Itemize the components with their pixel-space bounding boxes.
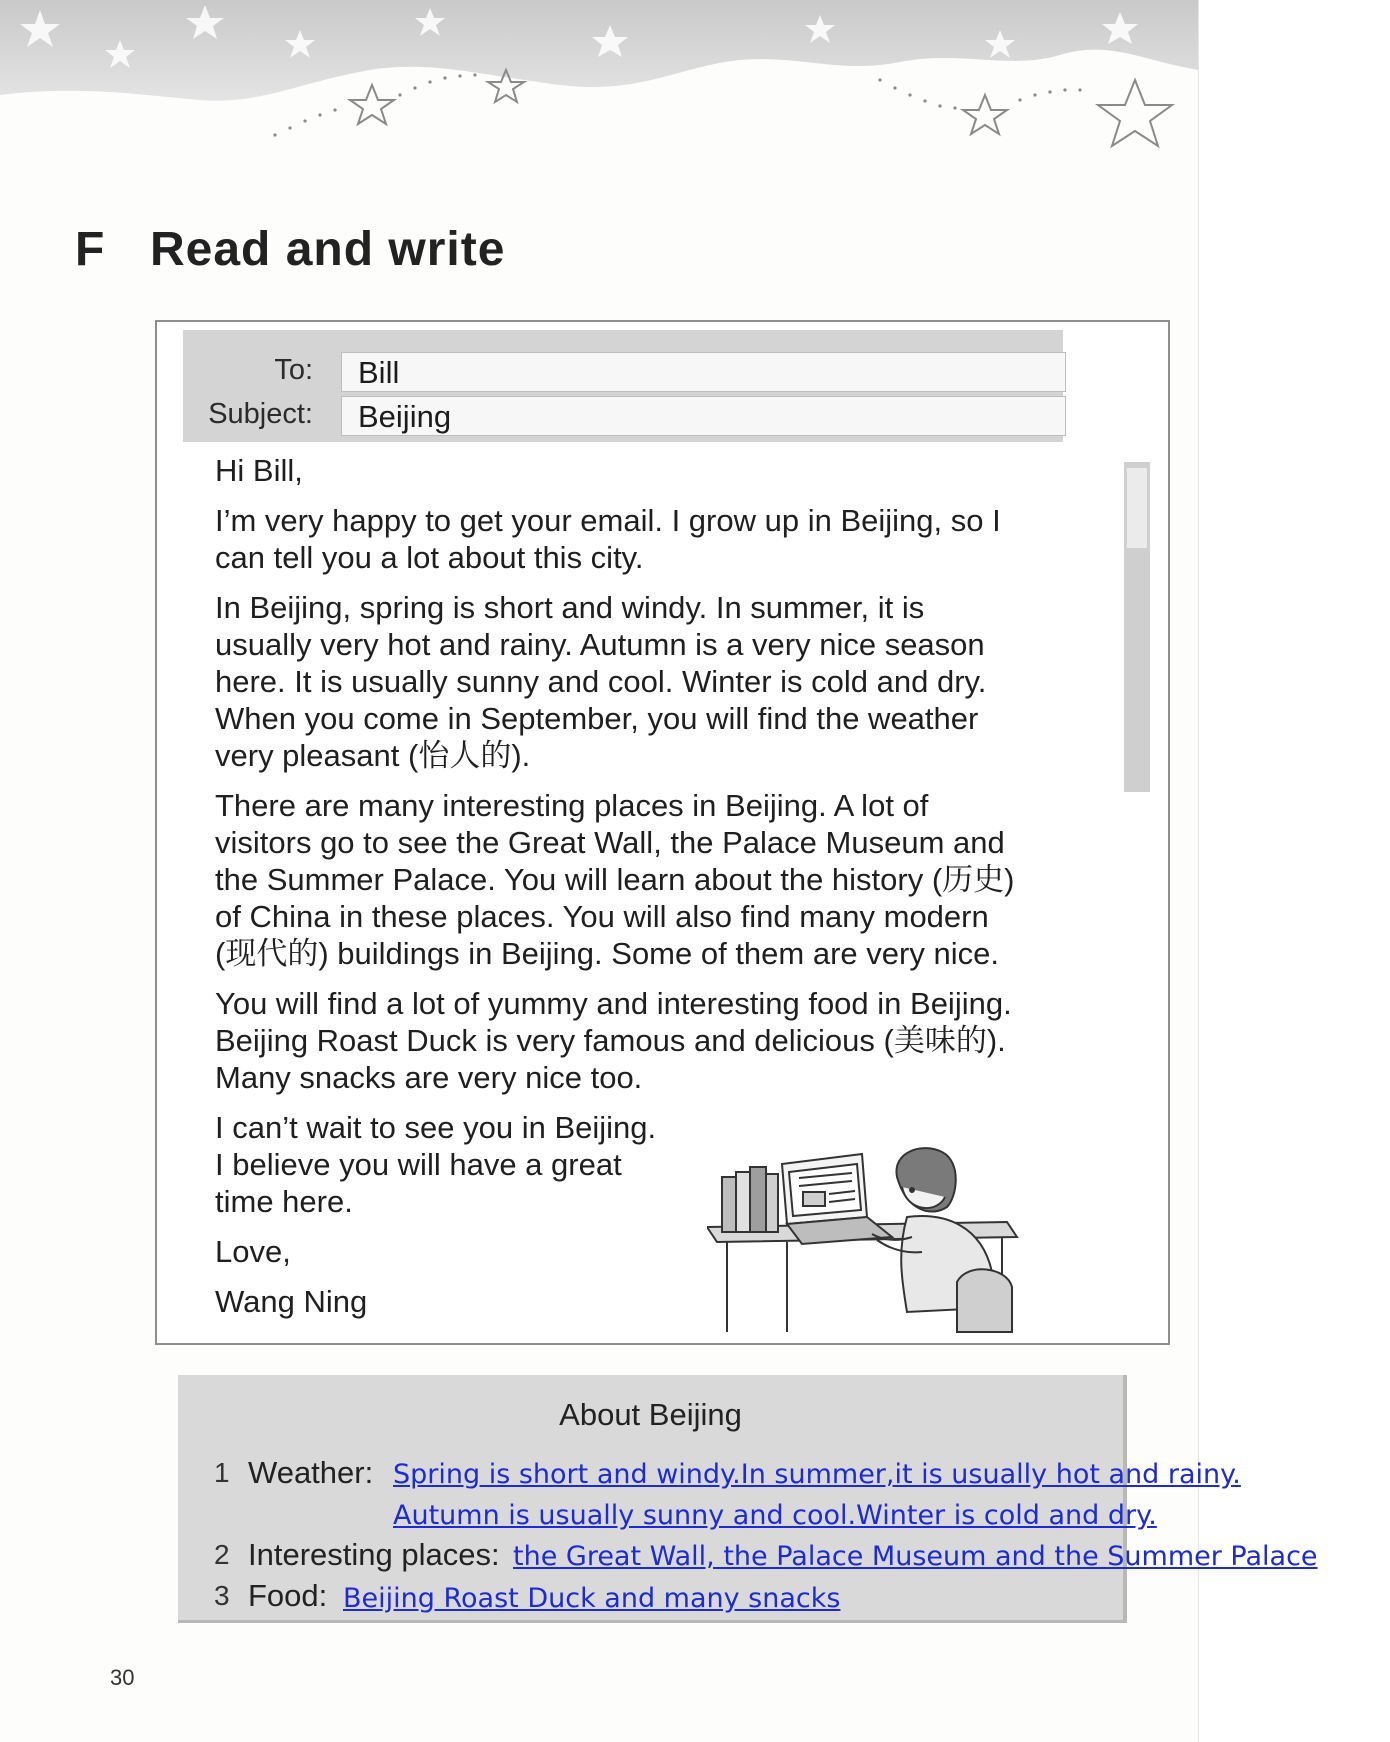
girl-at-laptop-illustration xyxy=(707,1142,1052,1337)
text-line: You will find a lot of yummy and interesting food in Beijing. xyxy=(215,986,1012,1021)
text-line: here. It is usually sunny and cool. Winter is cold and dry. xyxy=(215,664,987,699)
paragraph-1 xyxy=(215,502,1095,576)
paragraph-3 xyxy=(215,787,1095,972)
text-line: time here. xyxy=(215,1184,353,1219)
text-line: In Beijing, spring is short and windy. In summer, it is xyxy=(215,590,925,625)
text-line: Beijing Roast Duck is very famous and delicious (美味的). xyxy=(215,1023,1006,1058)
girl-at-laptop-art xyxy=(707,1142,1052,1337)
text-line: the Summer Palace. You will learn about the history (历史) xyxy=(215,862,1015,897)
to-field[interactable]: Bill xyxy=(341,352,1066,392)
star-banner-art xyxy=(0,0,1198,170)
greeting: Hi Bill, xyxy=(215,453,303,488)
text-line: Many snacks are very nice too. xyxy=(215,1060,643,1095)
signature: Wang Ning xyxy=(215,1284,368,1319)
email-scrollbar[interactable] xyxy=(1124,462,1150,792)
item-number: 1 xyxy=(214,1457,230,1488)
subject-field[interactable]: Beijing xyxy=(341,396,1066,436)
about-beijing-worksheet xyxy=(178,1375,1318,1623)
food-answer[interactable]: Beijing Roast Duck and many snacks xyxy=(343,1583,841,1614)
interesting-places-answer[interactable]: the Great Wall, the Palace Museum and the Summer Palace xyxy=(513,1541,1318,1572)
email-header xyxy=(183,330,1063,442)
weather-label: Weather: xyxy=(248,1455,374,1490)
item-number: 2 xyxy=(214,1539,230,1570)
food-label: Food: xyxy=(248,1578,328,1613)
text-line: I can’t wait to see you in Beijing. xyxy=(215,1110,657,1145)
scrollbar-thumb[interactable] xyxy=(1127,468,1147,548)
weather-answer-line-2[interactable]: Autumn is usually sunny and cool.Winter is cold and dry. xyxy=(393,1500,1157,1531)
weather-answer-line-1[interactable]: Spring is short and windy.In summer,it is usually hot and rainy. xyxy=(393,1459,1241,1490)
paragraph-4 xyxy=(215,985,1095,1096)
text-line: (现代的) buildings in Beijing. Some of them are very nice. xyxy=(215,936,999,971)
star-banner xyxy=(0,0,1198,170)
to-label: To: xyxy=(274,354,313,386)
text-line: I believe you will have a great xyxy=(215,1147,622,1182)
text-line: can tell you a lot about this city. xyxy=(215,540,644,575)
page-number: 30 xyxy=(110,1665,135,1690)
text-line: very pleasant (怡人的). xyxy=(215,738,531,773)
paragraph-2 xyxy=(215,589,1095,774)
text-line: I’m very happy to get your email. I grow up in Beijing, so I xyxy=(215,503,1001,538)
worksheet-title: About Beijing xyxy=(559,1397,742,1432)
interesting-places-label: Interesting places: xyxy=(248,1537,500,1572)
subject-label: Subject: xyxy=(208,398,313,430)
text-line: There are many interesting places in Beijing. A lot of xyxy=(215,788,929,823)
section-letter: F xyxy=(75,223,105,276)
text-line: usually very hot and rainy. Autumn is a very nice season xyxy=(215,627,985,662)
section-title: Read and write xyxy=(150,223,506,276)
closing: Love, xyxy=(215,1234,291,1269)
email-window xyxy=(155,320,1170,1345)
text-line: of China in these places. You will also find many modern xyxy=(215,899,989,934)
text-line: visitors go to see the Great Wall, the Palace Museum and xyxy=(215,825,1005,860)
text-line: When you come in September, you will find the weather xyxy=(215,701,979,736)
item-number: 3 xyxy=(214,1580,230,1611)
